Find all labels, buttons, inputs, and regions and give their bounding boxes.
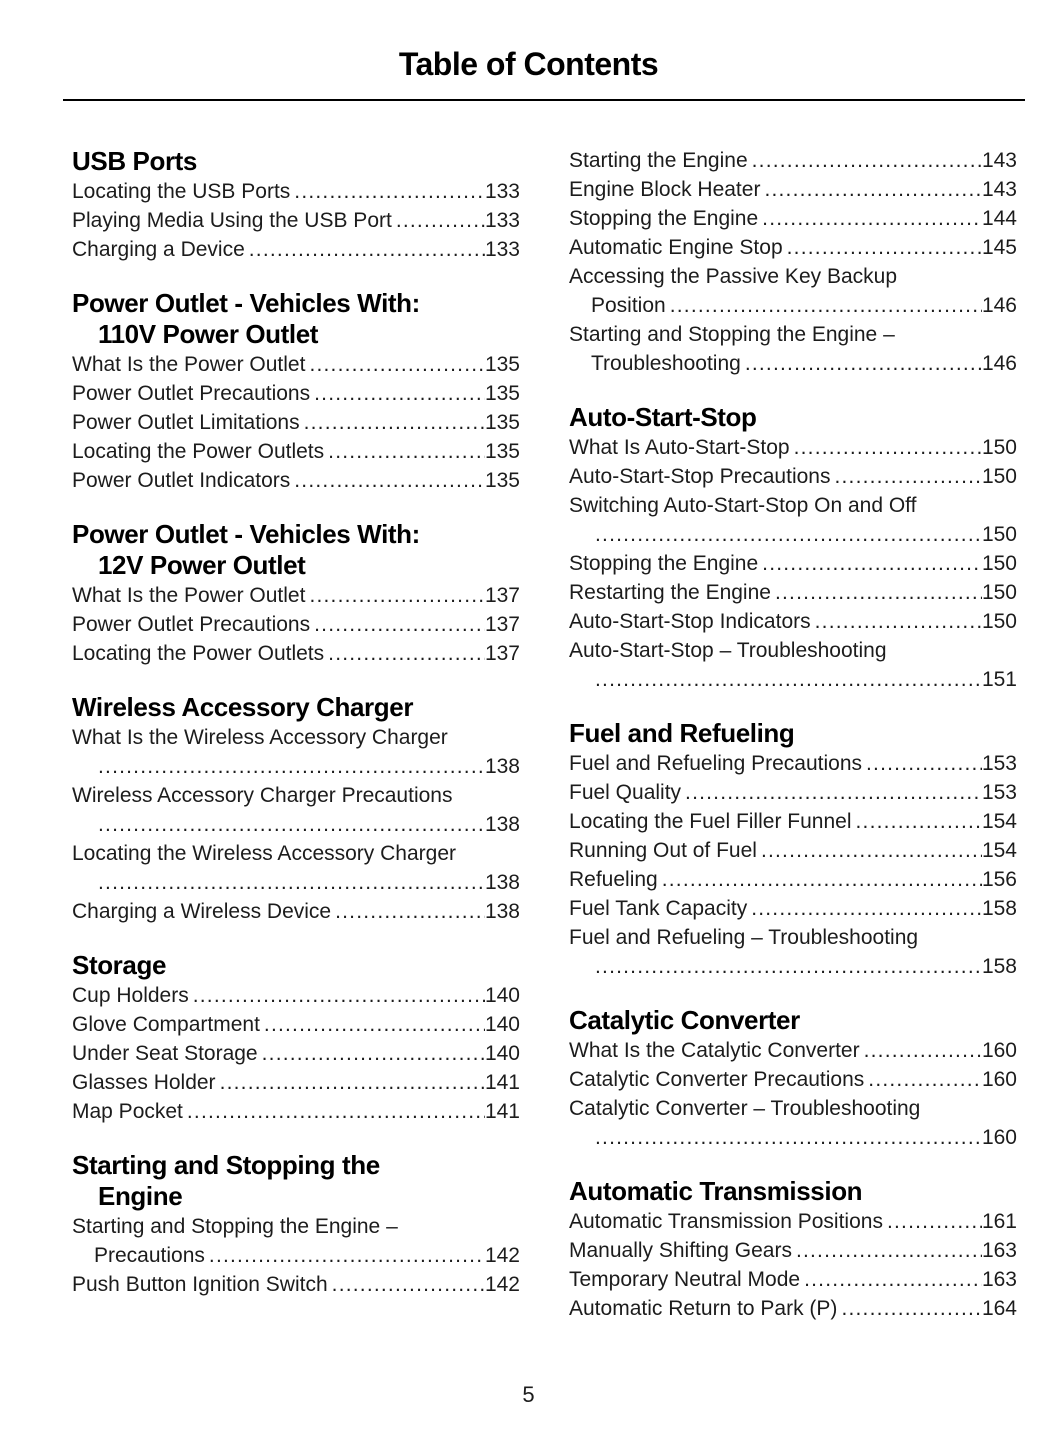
entry-label: Charging a Device: [72, 238, 245, 261]
entry-label: Power Outlet Precautions: [72, 613, 311, 636]
section-heading-line1: Power Outlet - Vehicles With:: [72, 519, 420, 549]
entry-label-line2: Position: [591, 294, 666, 317]
dot-leader: [794, 433, 982, 462]
entry-page-number: 137: [484, 613, 520, 636]
entry-label: Push Button Ignition Switch: [72, 1273, 328, 1296]
right-column: [569, 146, 1017, 1347]
entry-label: Auto-Start-Stop Indicators: [569, 610, 811, 633]
entry-page-number: 133: [484, 238, 520, 261]
toc-entry: [569, 749, 1017, 778]
entry-label: Power Outlet Precautions: [72, 382, 311, 405]
dot-leader: [193, 981, 485, 1010]
entry-label: Fuel and Refueling Precautions: [569, 752, 863, 775]
dot-leader: [309, 350, 485, 379]
section-heading-line1: Fuel and Refueling: [569, 718, 795, 748]
entry-label: Locating the Power Outlets: [72, 440, 325, 463]
dot-leader: [98, 868, 485, 897]
entry-label: Fuel Quality: [569, 781, 682, 804]
entry-label: Running Out of Fuel: [569, 839, 757, 862]
entry-label: Starting the Engine: [569, 149, 748, 172]
entry-page-number: 150: [981, 436, 1017, 459]
dot-leader: [662, 865, 982, 894]
toc-entry: [569, 233, 1017, 262]
entry-page-number: 150: [981, 610, 1017, 633]
entry-label: Map Pocket: [72, 1100, 183, 1123]
toc-entry: [569, 262, 1017, 320]
dot-leader: [762, 549, 982, 578]
toc-entry: [72, 1097, 520, 1126]
entry-label: Fuel and Refueling – Troubleshooting: [569, 926, 919, 949]
dot-leader: [314, 379, 485, 408]
section-heading-line1: Starting and Stopping the: [72, 1150, 380, 1180]
toc-entry: [569, 1265, 1017, 1294]
dot-leader: [294, 466, 485, 495]
entry-page-number: 145: [981, 236, 1017, 259]
dot-leader: [98, 810, 485, 839]
section-automatic-transmission: [569, 1176, 1017, 1323]
toc-entry: [72, 1010, 520, 1039]
section-power-outlet-12v: [72, 519, 520, 668]
dot-leader: [670, 291, 982, 320]
entry-label: Stopping the Engine: [569, 552, 759, 575]
dot-leader: [187, 1097, 485, 1126]
section-starting-stopping-engine: [72, 1150, 520, 1299]
dot-leader: [335, 897, 485, 926]
section-engine-continued: [569, 146, 1017, 378]
toc-entry: [72, 1212, 520, 1270]
entry-label: Manually Shifting Gears: [569, 1239, 792, 1262]
toc-entry: [72, 466, 520, 495]
toc-entry: [72, 1039, 520, 1068]
section-heading: [72, 146, 520, 177]
toc-entry: [569, 491, 1017, 549]
toc-entry: [72, 981, 520, 1010]
dot-leader: [752, 146, 982, 175]
toc-entry: [569, 836, 1017, 865]
entry-page-number: 137: [484, 584, 520, 607]
entry-label: Locating the USB Ports: [72, 180, 291, 203]
entry-page-number: 160: [981, 1068, 1017, 1091]
toc-entry: [72, 379, 520, 408]
dot-leader: [332, 1270, 485, 1299]
entry-page-number: 153: [981, 752, 1017, 775]
toc-entry: [569, 549, 1017, 578]
dot-leader: [775, 578, 982, 607]
dot-leader: [887, 1207, 982, 1236]
section-heading: [569, 718, 1017, 749]
entry-page-number: 160: [981, 1126, 1017, 1149]
dot-leader: [314, 610, 485, 639]
toc-entry: [569, 607, 1017, 636]
entry-page-number: 140: [484, 1013, 520, 1036]
toc-entry: [72, 408, 520, 437]
title-divider: [63, 99, 1025, 101]
section-usb-ports: [72, 146, 520, 264]
entry-label: Locating the Wireless Accessory Charger: [72, 842, 456, 865]
entry-label: Temporary Neutral Mode: [569, 1268, 801, 1291]
entry-label: Charging a Wireless Device: [72, 900, 332, 923]
dot-leader: [220, 1068, 485, 1097]
dot-leader: [866, 749, 982, 778]
toc-entry: [72, 350, 520, 379]
dot-leader: [764, 175, 982, 204]
entry-page-number: 153: [981, 781, 1017, 804]
section-auto-start-stop: [569, 402, 1017, 694]
toc-entry: [569, 865, 1017, 894]
entry-page-number: 143: [981, 149, 1017, 172]
toc-entry: [72, 235, 520, 264]
toc-entry: [72, 206, 520, 235]
toc-entry: [569, 807, 1017, 836]
toc-entry: [569, 204, 1017, 233]
dot-leader: [304, 408, 485, 437]
dot-leader: [761, 836, 982, 865]
toc-entry: [569, 175, 1017, 204]
entry-page-number: 138: [484, 900, 520, 923]
entry-page-number: 135: [484, 440, 520, 463]
entry-label: Glasses Holder: [72, 1071, 216, 1094]
section-heading-line2: 110V Power Outlet: [98, 319, 319, 349]
entry-label: Glove Compartment: [72, 1013, 260, 1036]
toc-entry: [569, 578, 1017, 607]
entry-label: Catalytic Converter – Troubleshooting: [569, 1097, 921, 1120]
entry-page-number: 138: [484, 755, 520, 778]
entry-label: Auto-Start-Stop – Troubleshooting: [569, 639, 887, 662]
dot-leader: [396, 206, 485, 235]
dot-leader: [685, 778, 982, 807]
entry-page-number: 141: [484, 1071, 520, 1094]
section-heading: [72, 519, 520, 581]
entry-page-number: 154: [981, 839, 1017, 862]
entry-page-number: 160: [981, 1039, 1017, 1062]
entry-page-number: 146: [981, 352, 1017, 375]
entry-page-number: 163: [981, 1239, 1017, 1262]
entry-label: Automatic Transmission Positions: [569, 1210, 883, 1233]
entry-label: Automatic Engine Stop: [569, 236, 783, 259]
toc-entry: [569, 894, 1017, 923]
section-heading-line2: Engine: [98, 1181, 183, 1211]
entry-page-number: 164: [981, 1297, 1017, 1320]
dot-leader: [864, 1036, 982, 1065]
dot-leader: [868, 1065, 982, 1094]
dot-leader: [745, 349, 982, 378]
dot-leader: [595, 520, 982, 549]
dot-leader: [595, 952, 982, 981]
entry-page-number: 142: [484, 1273, 520, 1296]
toc-entry: [72, 839, 520, 897]
entry-page-number: 144: [981, 207, 1017, 230]
section-heading-line1: Power Outlet - Vehicles With:: [72, 288, 420, 318]
page-title: Table of Contents: [398, 46, 659, 82]
dot-leader: [264, 1010, 485, 1039]
entry-page-number: 135: [484, 382, 520, 405]
entry-page-number: 135: [484, 469, 520, 492]
toc-entry: [72, 1270, 520, 1299]
entry-label: Restarting the Engine: [569, 581, 771, 604]
section-heading-line2: 12V Power Outlet: [98, 550, 306, 580]
dot-leader: [328, 639, 485, 668]
dot-leader: [294, 177, 485, 206]
dot-leader: [595, 1123, 982, 1152]
entry-label: Starting and Stopping the Engine –: [569, 323, 895, 346]
toc-entry: [72, 723, 520, 781]
entry-page-number: 135: [484, 353, 520, 376]
entry-page-number: 154: [981, 810, 1017, 833]
toc-entry: [72, 639, 520, 668]
entry-page-number: 150: [981, 552, 1017, 575]
entry-label: Stopping the Engine: [569, 207, 759, 230]
entry-page-number: 140: [484, 1042, 520, 1065]
entry-label: Power Outlet Indicators: [72, 469, 291, 492]
entry-label: What Is the Power Outlet: [72, 584, 306, 607]
entry-label: Under Seat Storage: [72, 1042, 258, 1065]
dot-leader: [834, 462, 981, 491]
entry-page-number: 151: [981, 668, 1017, 691]
entry-page-number: 158: [981, 955, 1017, 978]
toc-entry: [569, 1094, 1017, 1152]
toc-entry: [569, 462, 1017, 491]
toc-entry: [569, 1036, 1017, 1065]
toc-entry: [569, 1207, 1017, 1236]
toc-entry: [569, 320, 1017, 378]
left-column: [72, 146, 520, 1347]
entry-label: What Is the Wireless Accessory Charger: [72, 726, 448, 749]
toc-entry: [72, 581, 520, 610]
entry-page-number: 141: [484, 1100, 520, 1123]
footer-page-number: 5: [522, 1382, 535, 1407]
entry-label: Starting and Stopping the Engine –: [72, 1215, 398, 1238]
entry-label: What Is the Catalytic Converter: [569, 1039, 860, 1062]
entry-label: Automatic Return to Park (P): [569, 1297, 838, 1320]
dot-leader: [787, 233, 982, 262]
section-heading-line1: Wireless Accessory Charger: [72, 692, 414, 722]
toc-entry: [72, 897, 520, 926]
toc-entry: [72, 437, 520, 466]
entry-label: Engine Block Heater: [569, 178, 761, 201]
toc-entry: [569, 1065, 1017, 1094]
entry-label: Auto-Start-Stop Precautions: [569, 465, 831, 488]
entry-label: Wireless Accessory Charger Precautions: [72, 784, 453, 807]
section-catalytic-converter: [569, 1005, 1017, 1152]
entry-page-number: 137: [484, 642, 520, 665]
section-heading-line1: Catalytic Converter: [569, 1005, 800, 1035]
entry-label: Refueling: [569, 868, 658, 891]
dot-leader: [762, 204, 982, 233]
entry-page-number: 161: [981, 1210, 1017, 1233]
entry-label: Locating the Fuel Filler Funnel: [569, 810, 852, 833]
entry-label: Fuel Tank Capacity: [569, 897, 748, 920]
entry-page-number: 135: [484, 411, 520, 434]
toc-entry: [72, 781, 520, 839]
section-heading: [72, 692, 520, 723]
entry-page-number: 142: [484, 1244, 520, 1267]
section-heading: [569, 1005, 1017, 1036]
dot-leader: [309, 581, 485, 610]
dot-leader: [249, 235, 485, 264]
entry-label-line2: Precautions: [94, 1244, 205, 1267]
toc-entry: [72, 177, 520, 206]
dot-leader: [328, 437, 485, 466]
entry-label: Cup Holders: [72, 984, 189, 1007]
section-heading: [72, 1150, 520, 1212]
section-heading-line1: USB Ports: [72, 146, 197, 176]
entry-page-number: 150: [981, 581, 1017, 604]
entry-page-number: 133: [484, 180, 520, 203]
dot-leader: [804, 1265, 982, 1294]
entry-page-number: 133: [484, 209, 520, 232]
section-heading-line1: Storage: [72, 950, 167, 980]
section-heading-line1: Automatic Transmission: [569, 1176, 863, 1206]
toc-entry: [569, 636, 1017, 694]
entry-page-number: 138: [484, 813, 520, 836]
entry-label: Playing Media Using the USB Port: [72, 209, 392, 232]
dot-leader: [262, 1039, 485, 1068]
section-fuel-and-refueling: [569, 718, 1017, 981]
toc-entry: [569, 433, 1017, 462]
entry-label-line2: Troubleshooting: [591, 352, 741, 375]
entry-label: Power Outlet Limitations: [72, 411, 300, 434]
toc-entry: [569, 778, 1017, 807]
dot-leader: [796, 1236, 982, 1265]
toc-content: [72, 146, 1017, 1347]
dot-leader: [751, 894, 982, 923]
dot-leader: [841, 1294, 982, 1323]
toc-entry: [569, 1294, 1017, 1323]
entry-label: Switching Auto-Start-Stop On and Off: [569, 494, 917, 517]
section-storage: [72, 950, 520, 1126]
entry-label: Catalytic Converter Precautions: [569, 1068, 865, 1091]
entry-page-number: 150: [981, 523, 1017, 546]
toc-entry: [72, 610, 520, 639]
dot-leader: [98, 752, 485, 781]
toc-entry: [72, 1068, 520, 1097]
section-heading: [569, 1176, 1017, 1207]
entry-label: What Is the Power Outlet: [72, 353, 306, 376]
toc-entry: [569, 146, 1017, 175]
section-heading-line1: Auto-Start-Stop: [569, 402, 757, 432]
entry-label: What Is Auto-Start-Stop: [569, 436, 790, 459]
section-heading: [72, 950, 520, 981]
entry-page-number: 163: [981, 1268, 1017, 1291]
entry-page-number: 150: [981, 465, 1017, 488]
entry-page-number: 140: [484, 984, 520, 1007]
section-power-outlet-110v: [72, 288, 520, 495]
entry-page-number: 143: [981, 178, 1017, 201]
entry-page-number: 156: [981, 868, 1017, 891]
dot-leader: [856, 807, 982, 836]
dot-leader: [595, 665, 982, 694]
toc-entry: [569, 1236, 1017, 1265]
entry-page-number: 146: [981, 294, 1017, 317]
toc-entry: [569, 923, 1017, 981]
section-wireless-accessory-charger: [72, 692, 520, 926]
entry-page-number: 158: [981, 897, 1017, 920]
dot-leader: [815, 607, 982, 636]
dot-leader: [209, 1241, 485, 1270]
section-heading: [569, 402, 1017, 433]
section-heading: [72, 288, 520, 350]
entry-label: Locating the Power Outlets: [72, 642, 325, 665]
entry-label: Accessing the Passive Key Backup: [569, 265, 898, 288]
entry-page-number: 138: [484, 871, 520, 894]
